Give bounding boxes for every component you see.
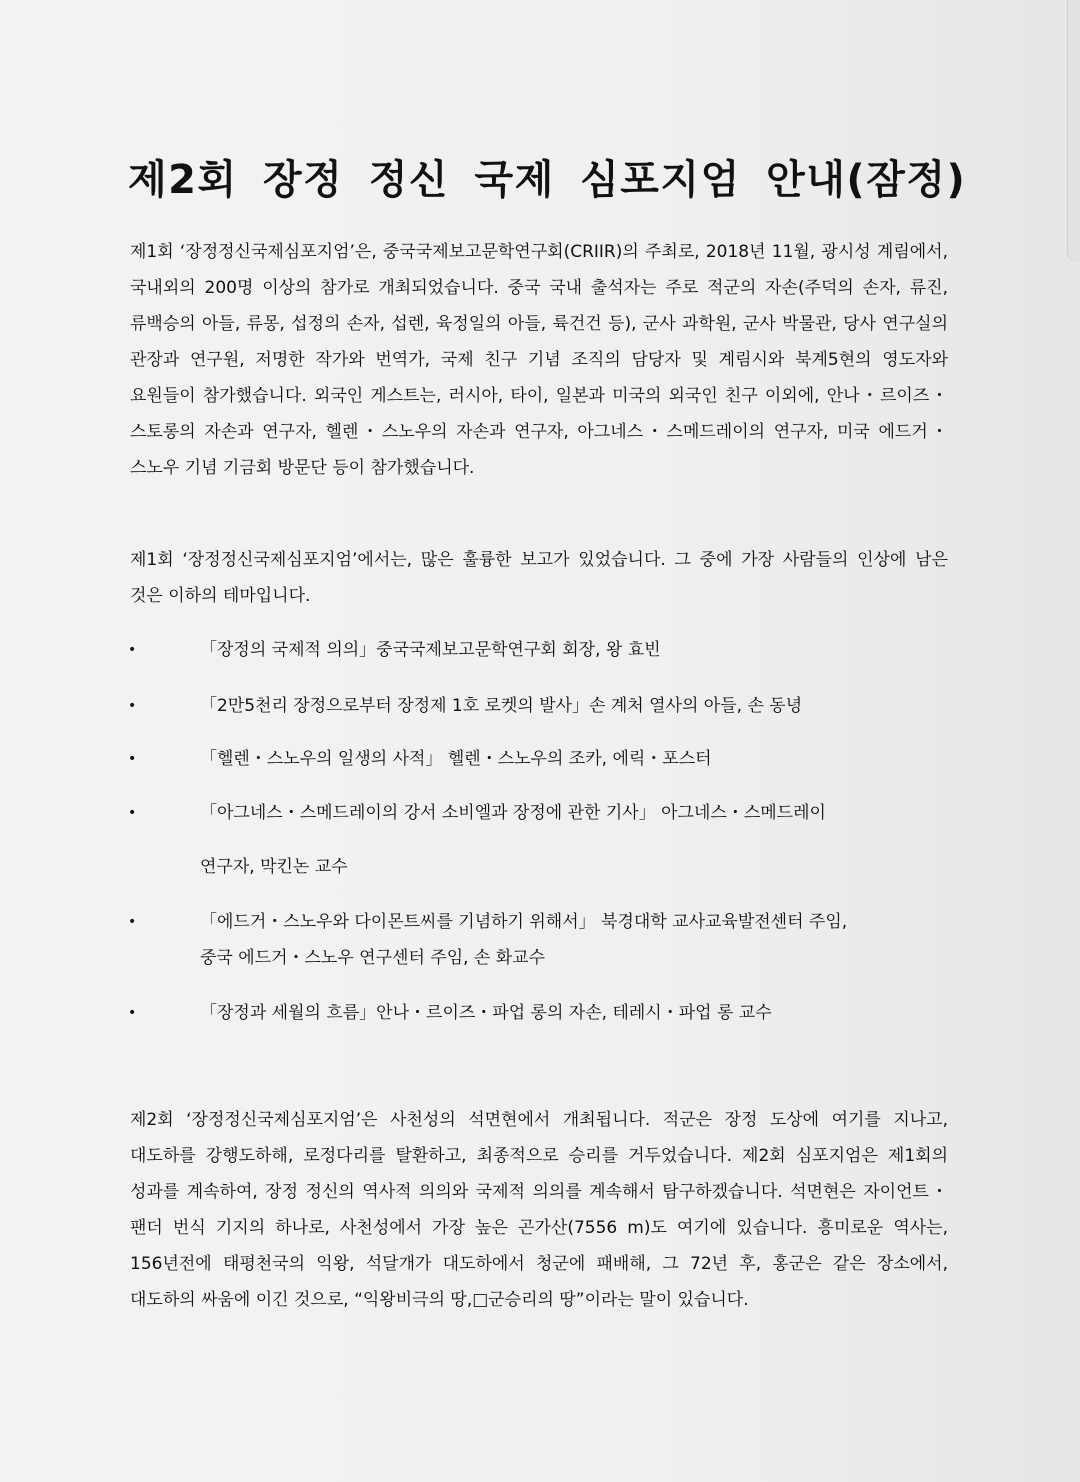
- list-item-text: 「장정과 세월의 흐름」안나・르이즈・파업 롱의 자손, 테레시・파업 롱 교수: [200, 1003, 772, 1023]
- bullet-icon: •: [128, 914, 137, 930]
- scroll-handle[interactable]: [1067, 0, 1080, 262]
- highlights-paragraph: 제1회 ‘장정정신국제심포지엄’에서는, 많은 훌륭한 보고가 있었습니다. 그 중에 가장 사람들의 인상에 남은 것은 이하의 테마입니다.: [130, 550, 948, 606]
- list-item-text: 「아그네스・스메드레이의 강서 소비엘과 장정에 관한 기사」 아그네스・스메드레이: [200, 803, 826, 823]
- list-item-text: 「2만5천리 장정으로부터 장정제 1호 로켓의 발사」손 계처 열사의 아들, 손 동녕: [200, 696, 803, 716]
- list-item-text: 「장정의 국제적 의의」중국국제보고문학연구회 회장, 왕 효빈: [200, 640, 661, 660]
- list-item-text: 「에드거・스노우와 다이몬트씨를 기념하기 위해서」 북경대학 교사교육발전센터 주임,: [200, 912, 848, 932]
- second-symposium-paragraph: 제2회 ‘장정정신국제심포지엄’은 사천성의 석면현에서 개최됩니다. 적군은 장정 도상에 여기를 지나고, 대도하를 강행도하해, 로정다리를 탈환하고, 최종적으로 승리를 거두었습니다. 제2회 심포지엄은 제1회의 성과를 계속하여, 장정 정신의 역사적 의의와 국제적 의의를 계속해서 탐구하겠습니다. 석면현은 자이언트・팬더 번식 기지의 하나로, 사천성에서 가장 높은 곤가산(7556 m)도 여기에 있습니다. 흥미로운 역사는, 156년전에 태평천국의 익왕, 석달개가 대도하에서 청군에 패배해, 그 72년 후, 홍군은 같은 장소에서, 대도하의 싸움에 이긴 것으로, “익왕비극의 땅,□군승리의 땅”이라는 말이 있습니다.: [130, 1110, 948, 1310]
- list-item-text: 「헬렌・스노우의 일생의 사적」 헬렌・스노우의 조카, 에릭・포스터: [200, 749, 712, 769]
- list-item-text-continued: 연구자, 막킨논 교수: [200, 857, 348, 877]
- bullet-icon: •: [128, 698, 137, 714]
- list-item-text-block: [200, 795, 960, 885]
- list-item-text-continued: 중국 에드거・스노우 연구센터 주임, 손 화교수: [200, 948, 546, 968]
- intro-paragraph: 제1회 ‘장정정신국제심포지엄’은, 중국국제보고문학연구회(CRIIR)의 주최로, 2018년 11월, 광시성 계림에서, 국내외의 200명 이상의 참가로 개최되었습니다. 중국 국내 출석자는 주로 적군의 자손(주덕의 손자, 류진, 류백승의 아들, 류몽, 섭정의 손자, 섭렌, 육정일의 아들, 륙건건 등), 군사 과학원, 군사 박물관, 당사 연구실의 관장과 연구원, 저명한 작가와 번역가, 국제 친구 기념 조직의 담당자 및 계림시와 북계5현의 영도자와 요원들이 참가했습니다. 외국인 게스트는, 러시아, 타이, 일본과 미국의 외국인 친구 이외에, 안나・르이즈・스토롱의 자손과 연구자, 헬렌・스노우의 자손과 연구자, 아그네스・스메드레이의 연구자, 미국 에드거・스노우 기념 기금회 방문단 등이 참가했습니다.: [130, 242, 948, 478]
- list-item-text-block: [200, 904, 960, 976]
- bullet-icon: •: [128, 751, 137, 767]
- document-title: 제2회 장정 정신 국제 심포지엄 안내(잠정): [128, 157, 967, 203]
- bullet-icon: •: [128, 1005, 137, 1021]
- bullet-icon: •: [128, 805, 137, 821]
- bullet-icon: •: [128, 642, 137, 658]
